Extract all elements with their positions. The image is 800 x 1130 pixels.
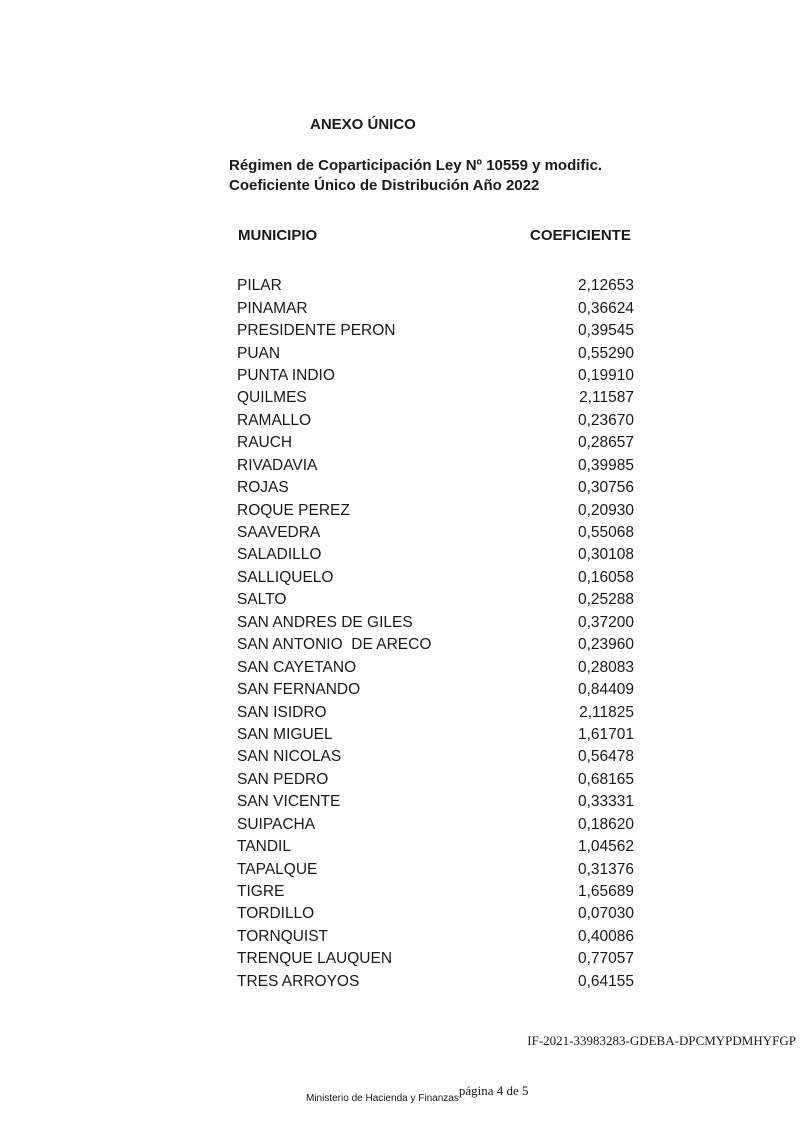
- coeficiente-cell: 0,28083: [577, 658, 634, 676]
- table-row: [237, 410, 634, 432]
- coeficiente-cell: 0,55290: [577, 344, 634, 362]
- table-row: [237, 791, 634, 813]
- table-row: [237, 656, 634, 678]
- coeficiente-cell: 0,39985: [577, 456, 634, 474]
- table-row: [237, 567, 634, 589]
- municipio-cell: TAPALQUE: [237, 860, 318, 878]
- coeficiente-cell: 0,33331: [577, 793, 634, 811]
- table-row: [237, 701, 634, 723]
- municipio-cell: SAN PEDRO: [237, 770, 329, 788]
- document-title: ANEXO ÚNICO: [310, 116, 416, 133]
- document-id: IF-2021-33983283-GDEBA-DPCMYPDMHYFGP: [527, 1033, 796, 1048]
- municipio-cell: SALADILLO: [237, 546, 322, 564]
- coeficiente-cell: 0,55068: [577, 524, 634, 542]
- table-row: [237, 971, 634, 993]
- municipio-cell: QUILMES: [237, 389, 307, 407]
- table-row: [237, 769, 634, 791]
- table-row: [237, 858, 634, 880]
- coeficiente-cell: 0,18620: [577, 815, 634, 833]
- coeficiente-cell: 2,11825: [579, 703, 634, 721]
- coeficiente-cell: 1,65689: [577, 883, 634, 901]
- coeficiente-cell: 1,04562: [577, 838, 634, 856]
- municipio-cell: PRESIDENTE PERON: [237, 322, 396, 340]
- coeficiente-cell: 0,30756: [577, 479, 634, 497]
- document-subtitle-line2: Coeficiente Único de Distribución Año 2022: [229, 177, 540, 194]
- table-row: [237, 275, 634, 297]
- table-row: [237, 926, 634, 948]
- table-row: [237, 499, 634, 521]
- municipio-cell: ROJAS: [237, 479, 289, 497]
- footer-ministry: Ministerio de Hacienda y Finanzas: [306, 1093, 459, 1104]
- page-footer: [306, 1083, 529, 1106]
- footer-page-number: página 4 de 5: [458, 1083, 529, 1098]
- table-row: [237, 589, 634, 611]
- municipio-cell: PUNTA INDIO: [237, 366, 335, 384]
- municipio-cell: SAN CAYETANO: [237, 658, 357, 676]
- table-row: [237, 320, 634, 342]
- coeficiente-cell: 0,23670: [577, 411, 634, 429]
- coeficiente-cell: 0,64155: [577, 972, 634, 990]
- municipio-cell: TORNQUIST: [237, 927, 328, 945]
- table-row: [237, 836, 634, 858]
- municipio-cell: RAUCH: [237, 434, 293, 452]
- table-row: [237, 432, 634, 454]
- table-row: [237, 746, 634, 768]
- municipio-cell: SUIPACHA: [237, 815, 316, 833]
- coeficiente-cell: 0,84409: [577, 681, 634, 699]
- table-row: [237, 342, 634, 364]
- municipio-cell: TRENQUE LAUQUEN: [237, 950, 393, 968]
- municipio-cell: PILAR: [237, 277, 282, 295]
- table-row: [237, 881, 634, 903]
- municipio-cell: SAN NICOLAS: [237, 748, 342, 766]
- municipio-cell: PUAN: [237, 344, 281, 362]
- municipio-cell: ROQUE PEREZ: [237, 501, 350, 519]
- municipio-cell: RAMALLO: [237, 411, 312, 429]
- coeficiente-cell: 0,19910: [577, 366, 634, 384]
- municipio-cell: RIVADAVIA: [237, 456, 318, 474]
- coeficiente-cell: 0,36624: [577, 299, 634, 317]
- coeficiente-cell: 1,61701: [577, 725, 634, 743]
- table-row: [237, 297, 634, 319]
- coeficiente-cell: 0,07030: [577, 905, 634, 923]
- table-row: [237, 948, 634, 970]
- municipio-cell: SAN ANDRES DE GILES: [237, 613, 413, 631]
- coeficiente-cell: 0,25288: [577, 591, 634, 609]
- coeficiente-cell: 2,11587: [579, 389, 634, 407]
- column-header-coeficiente: COEFICIENTE: [530, 227, 631, 244]
- table-row: [237, 679, 634, 701]
- table-row: [237, 365, 634, 387]
- municipio-cell: SALTO: [237, 591, 287, 609]
- municipio-cell: SAN FERNANDO: [237, 681, 361, 699]
- table-row: [237, 724, 634, 746]
- table-row: [237, 612, 634, 634]
- municipio-cell: SALLIQUELO: [237, 568, 334, 586]
- coeficiente-cell: 0,40086: [577, 927, 634, 945]
- coeficiente-cell: 0,30108: [577, 546, 634, 564]
- table-row: [237, 544, 634, 566]
- table-row: [237, 903, 634, 925]
- coeficiente-cell: 0,16058: [577, 568, 634, 586]
- table-row: [237, 455, 634, 477]
- coeficiente-cell: 0,39545: [577, 322, 634, 340]
- municipio-cell: TANDIL: [237, 838, 291, 856]
- municipio-cell: TIGRE: [237, 883, 285, 901]
- coeficiente-cell: 0,31376: [577, 860, 634, 878]
- coeficiente-cell: 0,20930: [577, 501, 634, 519]
- coeficiente-cell: 0,23960: [577, 636, 634, 654]
- column-header-municipio: MUNICIPIO: [238, 227, 318, 244]
- municipio-cell: TRES ARROYOS: [237, 972, 360, 990]
- municipio-cell: TORDILLO: [237, 905, 315, 923]
- coeficiente-cell: 0,68165: [577, 770, 634, 788]
- municipio-cell: SAN ANTONIO DE ARECO: [237, 636, 432, 654]
- municipio-cell: SAN MIGUEL: [237, 725, 333, 743]
- coeficiente-cell: 0,37200: [577, 613, 634, 631]
- coefficient-table: [237, 275, 634, 993]
- document-subtitle-line1: Régimen de Coparticipación Ley Nº 10559 y modific.: [229, 157, 603, 174]
- municipio-cell: SAAVEDRA: [237, 524, 321, 542]
- municipio-cell: SAN VICENTE: [237, 793, 341, 811]
- table-row: [237, 477, 634, 499]
- municipio-cell: PINAMAR: [237, 299, 308, 317]
- table-row: [237, 814, 634, 836]
- coeficiente-cell: 0,77057: [577, 950, 634, 968]
- coeficiente-cell: 0,56478: [577, 748, 634, 766]
- table-row: [237, 387, 634, 409]
- coeficiente-cell: 0,28657: [577, 434, 634, 452]
- coeficiente-cell: 2,12653: [577, 277, 634, 295]
- table-row: [237, 634, 634, 656]
- municipio-cell: SAN ISIDRO: [237, 703, 327, 721]
- table-row: [237, 522, 634, 544]
